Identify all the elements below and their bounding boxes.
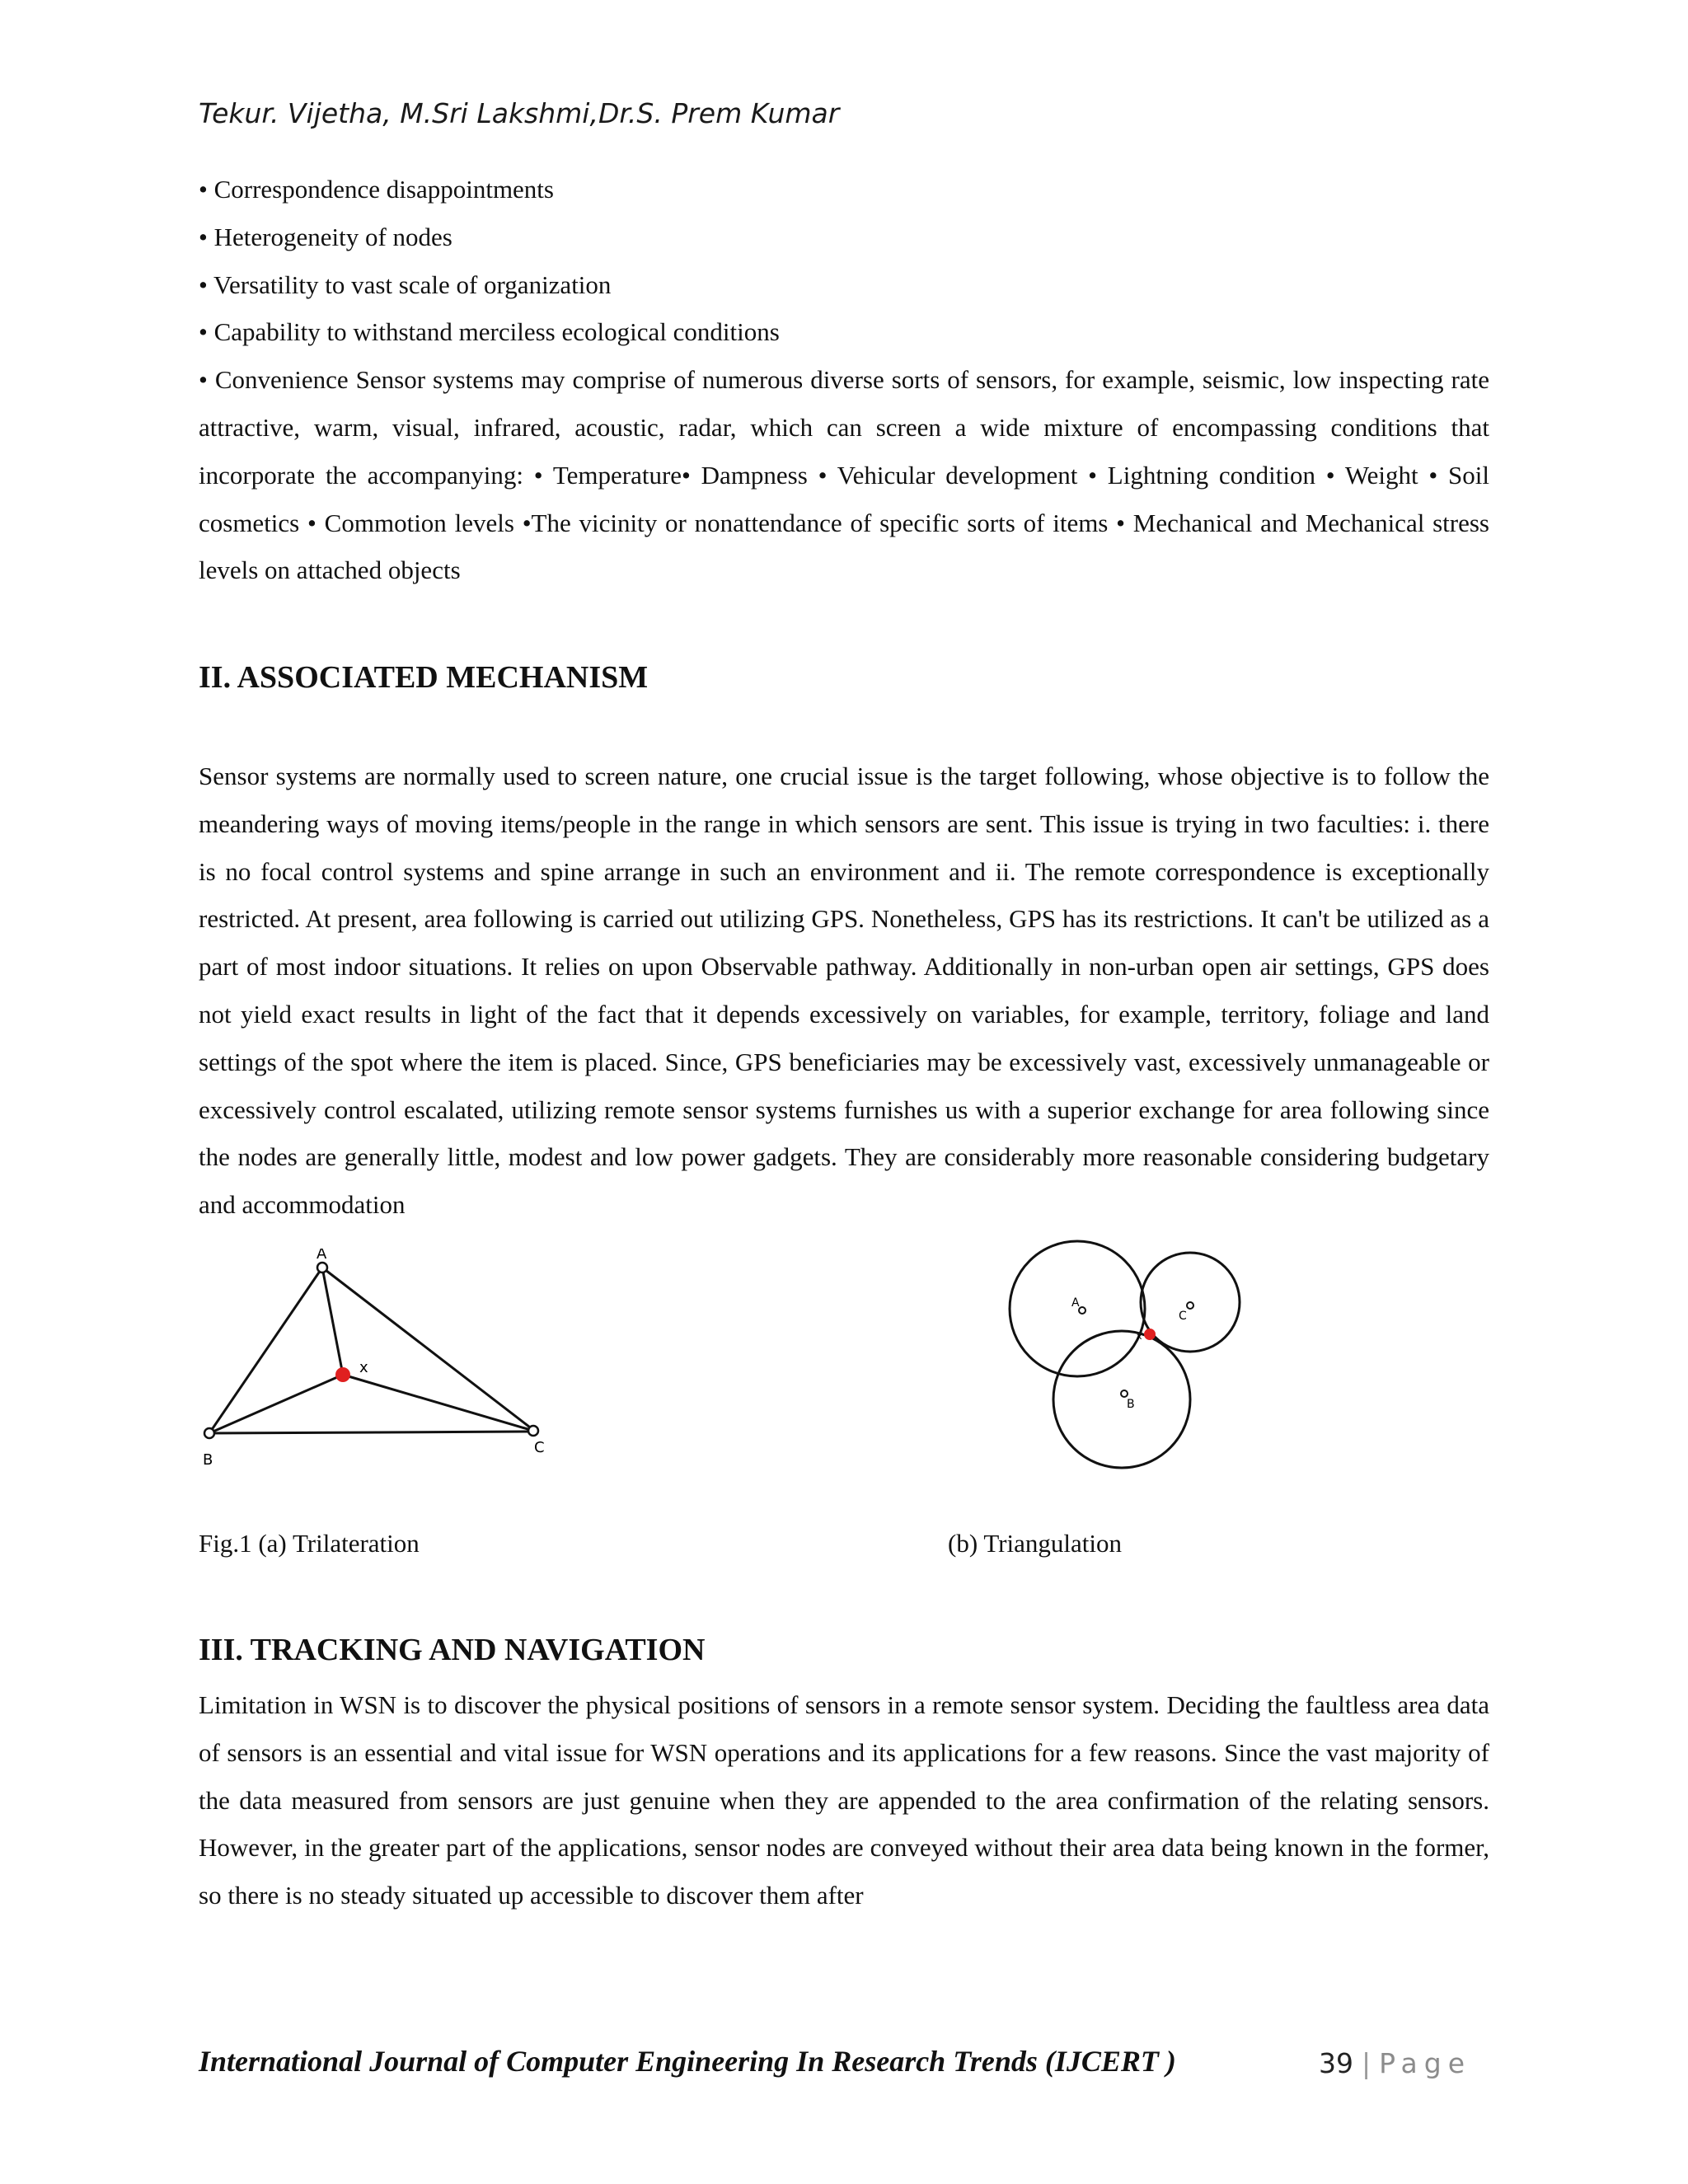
figure-caption-a: Fig.1 (a) Trilateration [199,1529,420,1558]
bullet-item: • Correspondence disappointments [199,175,554,204]
label-c: C [1179,1310,1187,1323]
bullet-item: • Versatility to vast scale of organization [199,269,612,299]
bullet-item: • Capability to withstand merciless ecological conditions [199,317,780,347]
page-separator: | [1362,2047,1372,2079]
anchor-b [1121,1390,1128,1397]
label-a: A [1071,1296,1080,1310]
target-x-marker [1144,1329,1156,1340]
label-b: B [1127,1398,1135,1411]
bullet-item: • Heterogeneity of nodes [199,222,452,251]
figure-trilateration [190,1249,577,1471]
label-b: B [203,1451,213,1469]
range-circle-b [1053,1331,1190,1468]
anchor-c [1187,1302,1193,1309]
running-header-authors: Tekur. Vijetha, M.Sri Lakshmi,Dr.S. Prem Kumar [199,97,840,129]
label-a: A [316,1249,327,1263]
label-x: x [359,1359,368,1376]
edge-b-c [209,1432,533,1433]
anchor-a [1079,1307,1085,1314]
footer-journal-title: International Journal of Computer Engineering In Research Trends (IJCERT ) [199,2045,1176,2078]
intro-bullet-list [199,166,1489,594]
page-word: Page [1379,2047,1472,2079]
section-3-paragraph: Limitation in WSN is to discover the physical positions of sensors in a remote sensor system. Deciding the faultless area data of sensors is an essential and vital issue for WSN operations and its applications for a few reasons. Since the vast majority of the data measured from sensors are just genuine when they are appended to the area confirmation of the relating sensors. However, in the greater part of the applications, sensor nodes are conveyed without their area data being known in the former, so there is no steady situated up accessible to discover them after [199,1690,1489,1910]
footer-page-number [1319,2047,1471,2079]
node-b [204,1428,214,1438]
intro-paragraph: • Convenience Sensor systems may comprise of numerous diverse sorts of sensors, for example, seismic, low inspecting rate attractive, warm, visual, infrared, acoustic, radar, which can screen a wide mixture of encompassing conditions that incorporate the accompanying: • Temperature• Dampness • Vehicular development • Lightning condition • Weight • Soil cosmetics • Commotion levels •The vicinity or nonattendance of specific sorts of items • Mechanical and Mechanical stress levels on attached objects [199,365,1489,585]
section-2-paragraph: Sensor systems are normally used to screen nature, one crucial issue is the target following, whose objective is to follow the meandering ways of moving items/people in the range in which sensors are sent. This issue is trying in two faculties: i. there is no focal control systems and spine arrange in such an environment and ii. The remote correspondence is exceptionally restricted. At present, area following is carried out utilizing GPS. Nonetheless, GPS has its restrictions. It can't be utilized as a part of most indoor situations. It relies on upon Observable pathway. Additionally in non-urban open air settings, GPS does not yield exact results in light of the fact that it depends excessively on variables, for example, territory, foliage and land settings of the spot where the item is placed. Since, GPS beneficiaries may be excessively vast, excessively unmanageable or excessively control escalated, utilizing remote sensor systems furnishes us with a superior exchange for area following since the nodes are generally little, modest and low power gadgets. They are considerably more reasonable considering budgetary and accommodation [199,762,1489,1220]
section-heading-tracking-and-navigation: III. TRACKING AND NAVIGATION [199,1633,706,1667]
section-heading-associated-mechanism: II. ASSOCIATED MECHANISM [199,660,649,695]
node-a [317,1263,327,1272]
figure-triangulation [1001,1232,1249,1471]
node-c [528,1426,538,1436]
figure-caption-b: (b) Triangulation [948,1529,1122,1558]
edge-a-c [322,1268,533,1430]
label-c: C [534,1439,545,1456]
edge-a-x [322,1268,343,1375]
page-number: 39 [1319,2047,1353,2079]
target-x-marker [335,1367,350,1382]
edge-c-x [343,1375,533,1431]
label-x: x [1137,1331,1142,1342]
